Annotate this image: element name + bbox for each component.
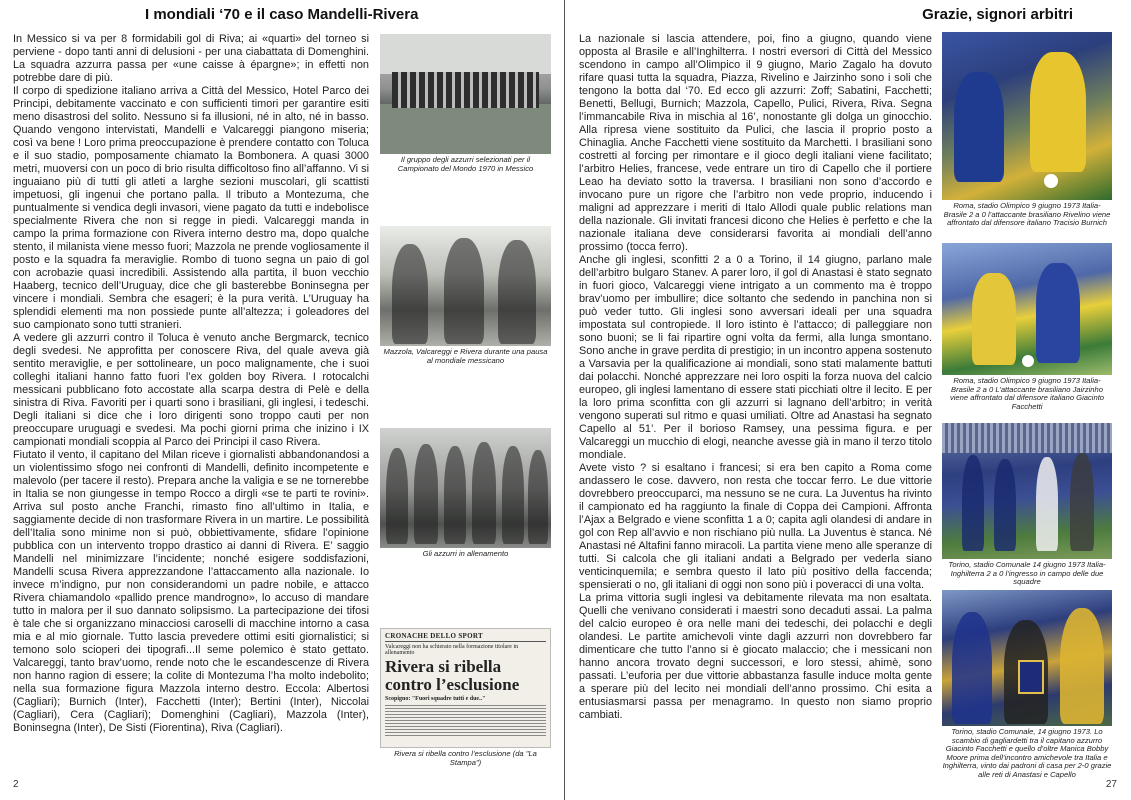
figure-caption: Rivera si ribella contro l’esclusione (da "La Stampa") bbox=[394, 749, 537, 767]
article-paragraph: In Messico si va per 8 formidabili gol di Riva; ai «quarti» del torneo si perviene - dopo tanti anni di delusioni - per una ciabattata di Domenghini. La squadra azzurra passa per «une caisse à épargne»; in effetti non potrebbe dare di più. bbox=[13, 33, 369, 84]
clipping-headline: Rivera si ribella contro l’esclusione bbox=[385, 657, 520, 694]
right-article-body bbox=[579, 33, 932, 723]
right-page bbox=[566, 0, 1131, 800]
article-paragraph: A vedere gli azzurri contro il Toluca è venuto anche Bergmarck, tecnico degli svedesi. Ne approfitta per conoscere Riva, del quale aveva già sentito meraviglie, e per sottolineare, un poco malignamente, che i suoi colleghi italiani hanno fatto fuori l’ex golden boy Rivera. I rotocalchi messicani pubblicano foto accostate alla scarpa destra di Pelè e della sinistra di Riva. Favoriti per i quarti sono i brasiliani, gli inglesi, i tedeschi. Degli italiani si dice che i loro dirigenti sono troppo cauti per non preoccupare uruguagi e svedesi. Ma pochi giorni prima che inizino i IX campionati mondiali scoppia al Parco dei Principi il caso Rivera. bbox=[13, 332, 369, 448]
article-paragraph: Fiutato il vento, il capitano del Milan riceve i giornalisti abbandonandosi a un violentissimo sfogo nei confronti di Mandelli, definito incompetente e malevolo (per tacere il resto). Prepara anche la valigia e se ne tornerebbe in Italia se non giungesse in tempo Rocco a dirgli «se te parti te rovini». Arriva sul posto anche Franchi, rimasto fino all’ultimo in Italia, e saggiamente decide di non trasformare Rivera in un martire. Le possibilità dell’Italia sono minime non si può, obbiettivamente, sfidare l’opinione pubblica con un intervento troppo drastico ai danni di Rivera. E’ saggio Mandelli nel minimizzare l’incidente; nonché esigere soddisfazioni, Mandelli scusa Rivera apprezzandone l’attaccamento alla nazionale. Io invece m’indigno, pur non considerandomi un padre nobile, e attacco Rivera chiamandolo «pallido prence mandrogno», lo accuso di mandare tutto in malora per il suo dannato solipsismo. La partecipazione dei tifosi è tale che si organizzano minacciosi caroselli di macchine intorno a casa mia e al mio giornale. Tutto lascia prevedere ottimi esiti giornalistici; si temono solo scioperi dei tipografi...Il seme polemico è stato gettato. Valcareggi, tanto brav’uomo, rende noto che le escandescenze di Rivera non hanno ragion di essere; la colite di Montezuma l’ha molto indebolito; nella sua formazione figura Mazzola interno destro. Eccola: Albertosi (Cagliari); Burnich (Inter), Facchetti (Inter); Bertini (Inter), Niccolai (Cagliari), Cera (Cagliari); Domenghini (Cagliari), Mazzola (Inter), Boninsegna (Inter), De Sisti (Fiorentina), Riva (Cagliari). bbox=[13, 449, 369, 734]
mazzola-valcareggi-rivera-photo bbox=[380, 226, 551, 346]
team-group-photo bbox=[380, 34, 551, 154]
article-paragraph: Avete visto ? si esaltano i francesi; si era ben capito a Roma come andassero le cose. davvero, non resta che toccar ferro. Le due vittorie dovrebbero preoccuparci, ma nessuno se ne cura. La Juventus ha rivinto il campionato ed ha raggiunto la finale di Coppa dei Campioni. Affronta l’Ajax a Belgrado e viene sconfitta 1 a 0; capita agli olandesi di andare in gol con Rep all’avvio e non rischiano più nulla. La Juventus è stanca. Né Anastasi né Altafini fanno miracoli. La partita viene meno alle speranze di tutti. Si calcola che gli italiani andati a Belgrado per vederla siano venticinquemila; e sembra questo il lato più positivo della faccenda; spensierati o no, gli italiani di oggi non sono più i poveracci di una volta. bbox=[579, 462, 932, 591]
page-number: 2 bbox=[13, 779, 19, 790]
figure-pennant-exchange bbox=[942, 590, 1112, 780]
training-photo bbox=[380, 428, 551, 548]
jairzinho-facchetti-photo bbox=[942, 243, 1112, 375]
clipping-header: CRONACHE DELLO SPORT bbox=[385, 632, 546, 642]
figure-caption: Il gruppo degli azzurri selezionati per il Campionato del Mondo 1970 in Messico bbox=[397, 155, 534, 173]
figure-rivelino-burnich bbox=[942, 32, 1112, 228]
figure-caption: Roma, stadio Olimpico 9 giugno 1973 Italia-Brasile 2 a 0 L’attaccante brasiliano Jairzinho viene affrontato dal difensore italiano Giacinto Facchetti bbox=[949, 376, 1105, 411]
teams-entering-photo bbox=[942, 423, 1112, 559]
rivelino-burnich-photo bbox=[942, 32, 1112, 200]
figure-training bbox=[380, 428, 551, 559]
right-page-title: Grazie, signori arbitri bbox=[922, 6, 1073, 23]
article-paragraph: La prima vittoria sugli inglesi va debitamente rilevata ma non esaltata. Quelli che venivano considerati i maestri sono decaduti assai. La palma del calcio europeo è ora nelle mani dei tedeschi, dei polacchi e degli olandesi. Le partite amichevoli vinte dagli azzurri non dovrebbero far dimenticare che tutto l’anno si è giocato malaccio; che i messicani non hanno ancora trovato degni successori, e loro stessi, ahimè, sono passati. L’euforia per due vittorie abbastanza fasulle induce molta gente a sperare più del lecito nei mondiali dell’anno prossimo. Chi esita a entusiasmarsi passa per menagramo. In questo non siamo proprio cambiati. bbox=[579, 592, 932, 721]
left-page-title: I mondiali ‘70 e il caso Mandelli-Rivera bbox=[145, 6, 419, 23]
figure-jairzinho-facchetti bbox=[942, 243, 1112, 411]
figure-caption: Torino, stadio Comunale 14 giugno 1973 Italia-Inghilterra 2 a 0 l’ingresso in campo delle due squadre bbox=[948, 560, 1106, 587]
left-page bbox=[0, 0, 565, 800]
figure-caption: Gli azzurri in allenamento bbox=[422, 549, 509, 558]
clipping-text-lines bbox=[385, 705, 546, 737]
figure-teams-entering bbox=[942, 423, 1112, 587]
figure-newspaper-clipping bbox=[380, 628, 551, 767]
pennant-exchange-photo bbox=[942, 590, 1112, 726]
figure-mazzola-valcareggi-rivera bbox=[380, 226, 551, 365]
left-article-body bbox=[13, 33, 369, 743]
newspaper-clipping bbox=[380, 628, 551, 748]
figure-caption: Roma, stadio Olimpico 9 giugno 1973 Italia-Brasile 2 a 0 l’attaccante brasiliano Rivelino viene affrontato dal difensore italiano Tracisio Burnich bbox=[943, 201, 1111, 228]
article-paragraph: Anche gli inglesi, sconfitti 2 a 0 a Torino, il 14 giugno, parlano male dell’arbitro bulgaro Stanev. A parer loro, il gol di Anastasi è stato segnato in fuori gioco, Valcareggi viene intrigato a un commento ma è troppo brav’uomo per imbullire; dice soltanto che sedendo in panchina non si può veder tutto. Gli inglesi sono avversari ideali per una squadra impostata sul contropiede. Il loro istinto è l’attacco; di palleggiare non sono buoni; se li fai ripartire ogni volta da fermi, alla lunga smontano. Sono anche in grave perdita di prestigio; in un incontro appena sostenuto a Varsavia per la qualificazione ai mondiali, sono stati malamente battuti dai polacchi. Nonché apprezzare nei loro ospiti la forza nuova del calcio europeo, gli inglesi lamentano di essere stati picchiati oltre il lecito. E per la loro prima sconfitta con gli azzurri si lagnano dell’arbitro; in verità vengono superati sul ritmo e quasi umiliati. Oltre ad Anastasi ha segnato Capello al 51’. Per il borioso Ramsey, una pessima figura. e per Valcareggi un mucchio di elogi, neanche avesse già in mano il terzo titolo mondiale. bbox=[579, 254, 932, 461]
article-paragraph: La nazionale si lascia attendere, poi, fino a giugno, quando viene opposta al Brasile e all’Inghilterra. I nostri eversori di Città del Messico scendono in campo all’Olimpico il 9 giugno, Mario Zagalo ha dovuto rifare quasi tutta la squadra, Piazza, Rivelino e Jairzinho sono i soli che tengono la botta dal ‘70. Ed ecco gli azzurri: Zoff; Sabatini, Facchetti; Benetti, Bellugi, Burnich; Mazzola, Capello, Pulici, Rivera, Riva. Segna l’immancabile Riva in mischia al 16’, nonostante gli dolga un ginocchio. Alla ripresa viene sostituito da Pulici, che lascia il proprio posto a Chinaglia. Anche Facchetti viene sostituito da Marchetti. I brasiliani sono costretti al forcing per rimontare e il gioco degli italiani viene facilitato; l’arbitro Helies, francese, vede entrare un tiro di Capello che il portiere Leao ha deviato sotto la traversa. I brasiliani non sono d’accordo e invocano pure un rigore che l’arbitro non vede proprio, inducendo i maligni ad apprezzare i meriti di Italo Allodi quale public relations man della nazionale. Gli invitati francesi dicono che Helies è perfetto e che la nazionale italiana deve considerarsi favorita ai mondiali dell’anno prossimo (tocca ferro). bbox=[579, 33, 932, 253]
page-number: 27 bbox=[1105, 779, 1117, 790]
clipping-quote: Scopigno: "Fuori squadre tutti e due.." bbox=[385, 696, 486, 702]
clipping-subhead: Valcareggi non ha schierato nella formazione titolare in allenamento bbox=[385, 644, 519, 656]
figure-caption: Torino, stadio Comunale, 14 giugno 1973. Lo scambio di gagliardetti tra il capitano azzurro Giacinto Facchetti e quello d’oltre Manica Bobby Moore prima dell’incontro amichevole tra Italia e Inghilterra, vinto dai padroni di casa per 2-0 grazie alle reti di Anastasi e Capello bbox=[942, 727, 1112, 779]
figure-caption: Mazzola, Valcareggi e Rivera durante una pausa al mondiale messicano bbox=[383, 347, 548, 365]
article-paragraph: Il corpo di spedizione italiano arriva a Città del Messico, Hotel Parco dei Principi, debitamente vaccinato e con sufficienti timori per garantire esiti meno disastrosi del solito. Nessuno si fa illusioni, né in alto, né in basso. Quando vengono intervistati, Mandelli e Valcareggi piangono miseria; così va bene ! Loro prima preoccupazione è prendere contatto con Toluca e il suo stadio, pomposamente chiamato la Bombonera. A quasi 3000 metri, muoversi con un poco di brio risulta difficoltoso fino all’affanno. Vi si inguaiano più di tutti gli atleti a larghe sezioni muscolari, gli scattisti impetuosi, gli ingenui che portano palla. Il tributo a Montezuma, che puntualmente si vendica degli invasori, viene pagato da tutti e indebolisce specialmente Rivera che non si regge in piedi. Valcareggi manda in campo la prima formazione con Rivera interno destro ma, dopo qualche stento, il milanista viene messo fuori; Mazzola ne prende vogliosamente il posto e la squadra fa meraviglie. Rombo di tuono segna un paio di gol con acrobazie quasi incredibili. Assistendo alla partita, il buon vecchio Haaberg, tecnico dell’Uruguay, dice che gli basterebbe Boninsegna per vincere i mondiali. Sembra che esageri; è la pura verità. L’Uruguay ha splendidi elementi ma non possiede punte all’altezza; i goleadores del suo campionato sono tutti stranieri. bbox=[13, 85, 369, 331]
figure-team-group bbox=[380, 34, 551, 173]
